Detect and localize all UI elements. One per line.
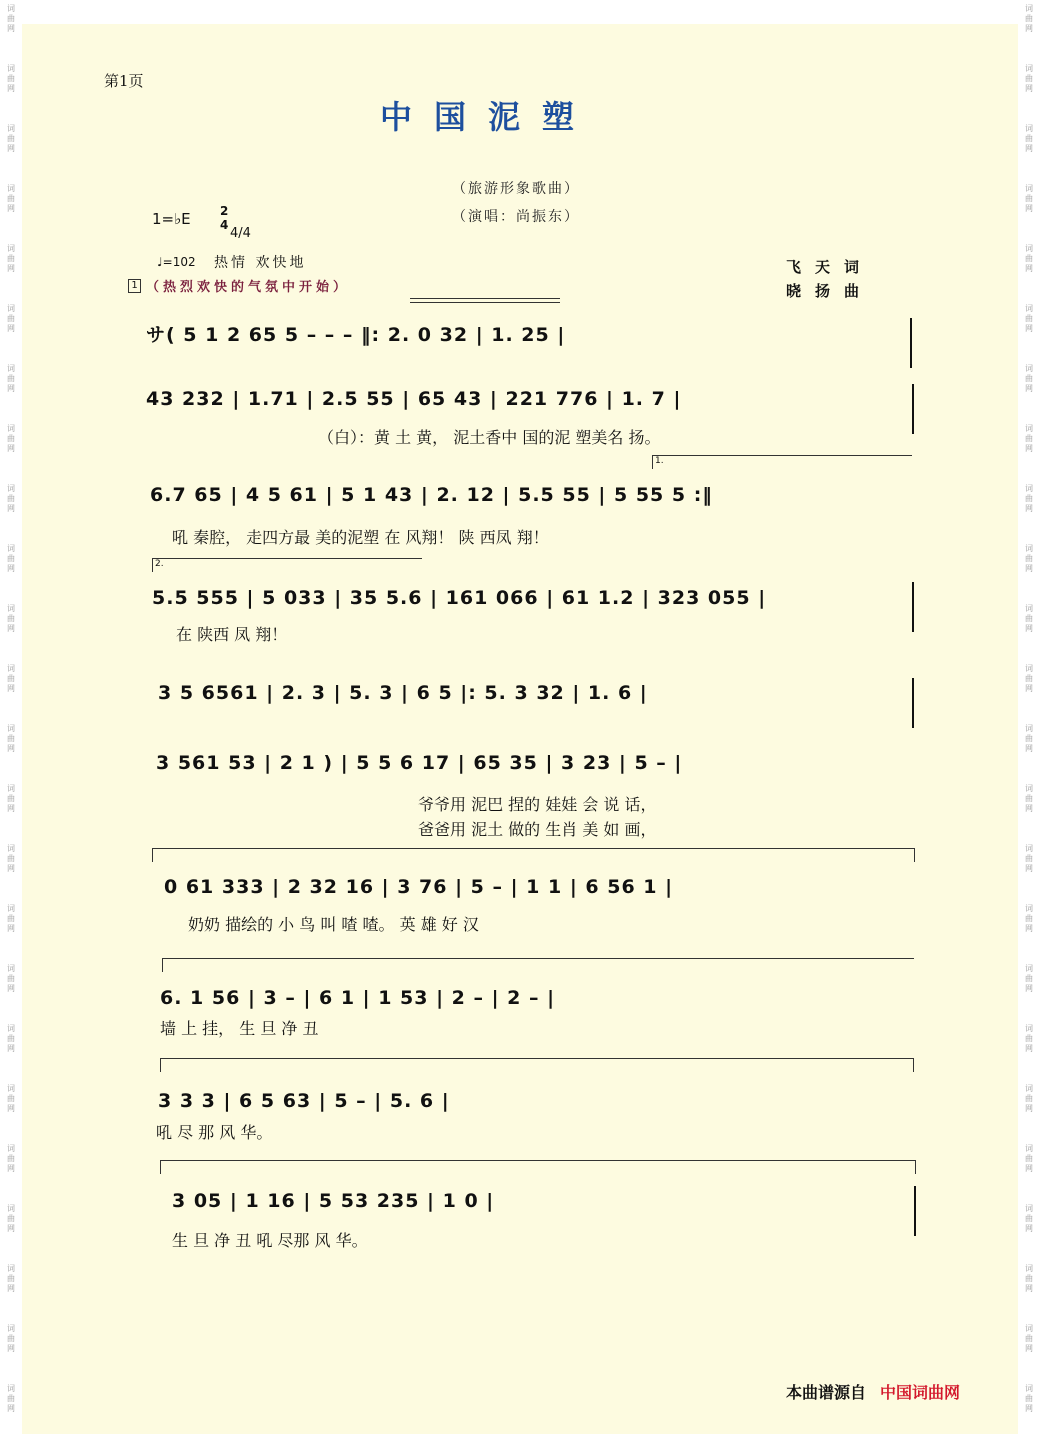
time-signature-top: 2 xyxy=(220,204,229,218)
side-watermark-text: 词 曲 网 xyxy=(1025,364,1033,393)
bar-line xyxy=(914,1186,916,1236)
staff-row-3-lyrics: 吼 秦腔， 走四方最 美的泥塑 在 风翔！ 陕 西凤 翔！ xyxy=(172,528,549,547)
side-watermark-text: 词 曲 网 xyxy=(1025,1384,1033,1413)
side-watermark-text: 词 曲 网 xyxy=(7,844,15,873)
side-watermark-text: 词 曲 网 xyxy=(1025,544,1033,573)
side-watermark-text: 词 曲 网 xyxy=(1025,424,1033,453)
side-watermark-text: 词 曲 网 xyxy=(7,1384,15,1413)
time-signature-alt: 4/4 xyxy=(230,226,251,241)
staff-row-3-notes: 6.7 65 | 4 5 61 | 5 1 43 | 2. 12 | 5.5 55 | 5 55 5 :‖ xyxy=(150,484,713,506)
side-watermark-text: 词 曲 网 xyxy=(1025,244,1033,273)
tempo-mark: ♩=102 xyxy=(157,255,196,269)
side-watermark-text: 词 曲 网 xyxy=(7,304,15,333)
staff-row-2-notes: 43 232 | 1.71 | 2.5 55 | 65 43 | 221 776 | 1. 7 | xyxy=(146,388,682,410)
side-watermark-text: 词 曲 网 xyxy=(1025,1144,1033,1173)
side-watermark-text: 词 曲 网 xyxy=(7,544,15,573)
source-footer xyxy=(786,1380,960,1403)
song-title: 中国泥塑 xyxy=(380,98,597,136)
volta-bracket-5 xyxy=(160,1058,914,1059)
side-watermark-text: 词 曲 网 xyxy=(7,64,15,93)
side-watermark-text: 词 曲 网 xyxy=(7,124,15,153)
volta-bracket-3-edge xyxy=(914,848,915,862)
side-watermark-text: 词 曲 网 xyxy=(7,664,15,693)
volta-bracket-2-edge xyxy=(152,558,153,572)
side-watermark-text: 词 曲 网 xyxy=(1025,784,1033,813)
lyricist-credit: 飞天词 xyxy=(786,258,874,276)
song-subtitle: （旅游形象歌曲） xyxy=(452,181,580,197)
staff-row-5-notes: 3 5 6561 | 2. 3 | 5. 3 | 6 5 |: 5. 3 32 | 1. 6 | xyxy=(158,682,648,704)
volta-bracket-5-edge xyxy=(160,1058,161,1072)
source-text: 本曲谱源自 xyxy=(786,1383,867,1402)
side-watermark-text: 词 曲 网 xyxy=(1025,724,1033,753)
staff-row-6-lyrics: 爷爷用 泥巴 捏的 娃娃 会 说 话， xyxy=(418,795,657,814)
volta-bracket-5-edge xyxy=(913,1058,914,1072)
time-signature-bottom: 4 xyxy=(220,218,229,232)
volta-bracket-6 xyxy=(160,1160,916,1161)
volta-bracket-3-edge xyxy=(152,848,153,862)
side-watermark-text: 词 曲 网 xyxy=(7,424,15,453)
side-watermark-text: 词 曲 网 xyxy=(7,1144,15,1173)
volta-bracket-4-edge xyxy=(162,958,163,972)
staff-row-7-lyrics: 奶奶 描绘的 小 鸟 叫 喳 喳。 英 雄 好 汉 xyxy=(188,915,479,934)
side-watermark-text: 词 曲 网 xyxy=(7,904,15,933)
side-watermark-text: 词 曲 网 xyxy=(1025,64,1033,93)
volta-bracket-6-edge xyxy=(915,1160,916,1174)
volta-bracket-1-edge xyxy=(652,455,653,469)
volta-bracket-6-edge xyxy=(160,1160,161,1174)
key-signature: 1=♭E xyxy=(152,210,191,228)
bar-line xyxy=(912,582,914,632)
volta-bracket-3 xyxy=(152,848,915,849)
side-watermark-text: 词 曲 网 xyxy=(1025,1264,1033,1293)
side-watermark-text: 词 曲 网 xyxy=(1025,4,1033,33)
side-watermark-text: 词 曲 网 xyxy=(1025,604,1033,633)
staff-row-8-notes: 6. 1 56 | 3 – | 6 1 | 1 53 | 2 – | 2 – | xyxy=(160,987,556,1009)
side-watermark-text: 词 曲 网 xyxy=(7,1264,15,1293)
side-watermark-text: 词 曲 网 xyxy=(7,1024,15,1053)
side-watermark-text: 词 曲 网 xyxy=(1025,304,1033,333)
performer-credit: （演唱：尚振东） xyxy=(452,209,580,225)
side-watermark-text: 词 曲 网 xyxy=(7,604,15,633)
side-watermark-text: 词 曲 网 xyxy=(1025,904,1033,933)
staff-row-2-lyrics: （白）：黄 土 黄， 泥土香中 国的泥 塑美名 扬。 xyxy=(318,428,661,447)
side-watermark-text: 词 曲 网 xyxy=(7,364,15,393)
intro-instruction: （热烈欢快的气氛中开始） xyxy=(146,280,351,295)
side-watermark-text: 词 曲 网 xyxy=(7,184,15,213)
staff-row-6-lyrics-verse2: 爸爸用 泥土 做的 生肖 美 如 画， xyxy=(418,820,657,839)
volta-label: 1. xyxy=(655,456,664,466)
side-watermark-text: 词 曲 网 xyxy=(1025,964,1033,993)
side-watermark-text: 词 曲 网 xyxy=(1025,184,1033,213)
volta-bracket-2 xyxy=(152,558,422,559)
side-watermark-text: 词 曲 网 xyxy=(7,484,15,513)
staff-row-1-notes: サ( 5 1 2 65 5 – – – ‖: 2. 0 32 | 1. 25 | xyxy=(146,324,566,346)
volta-label: 2. xyxy=(155,559,164,569)
side-watermark-text: 词 曲 网 xyxy=(7,1324,15,1353)
staff-row-10-lyrics: 生 旦 净 丑 吼 尽那 风 华。 xyxy=(172,1231,368,1250)
slur-line xyxy=(410,298,560,299)
site-brand-link[interactable]: 中国词曲网 xyxy=(880,1383,961,1402)
side-watermark-text: 词 曲 网 xyxy=(1025,1024,1033,1053)
staff-row-7-notes: 0 61 333 | 2 32 16 | 3 76 | 5 – | 1 1 | 6 56 1 | xyxy=(164,876,674,898)
side-watermark-text: 词 曲 网 xyxy=(7,244,15,273)
side-watermark-text: 词 曲 网 xyxy=(7,1084,15,1113)
side-watermark-text: 词 曲 网 xyxy=(7,4,15,33)
staff-row-9-lyrics: 吼 尽 那 风 华。 xyxy=(156,1123,273,1142)
side-watermark-text: 词 曲 网 xyxy=(1025,1324,1033,1353)
staff-row-9-notes: 3 3 3 | 6 5 63 | 5 – | 5. 6 | xyxy=(158,1090,450,1112)
staff-row-8-lyrics: 墙 上 挂， 生 旦 净 丑 xyxy=(160,1019,319,1038)
side-watermark-text: 词 曲 网 xyxy=(1025,484,1033,513)
staff-row-4-notes: 5.5 555 | 5 033 | 35 5.6 | 161 066 | 61 1.2 | 323 055 | xyxy=(152,587,767,609)
side-watermark-text: 词 曲 网 xyxy=(7,1204,15,1233)
side-watermark-text: 词 曲 网 xyxy=(1025,1204,1033,1233)
staff-row-6-notes: 3 561 53 | 2 1 ) | 5 5 6 17 | 65 35 | 3 23 | 5 – | xyxy=(156,752,683,774)
score-page xyxy=(22,24,1018,1434)
slur-line xyxy=(410,302,560,303)
volta-bracket-4 xyxy=(162,958,914,959)
side-watermark-text: 词 曲 网 xyxy=(7,784,15,813)
staff-row-10-notes: 3 05 | 1 16 | 5 53 235 | 1 0 | xyxy=(172,1190,495,1212)
side-watermark-text: 词 曲 网 xyxy=(7,724,15,753)
side-watermark-text: 词 曲 网 xyxy=(7,964,15,993)
bar-line xyxy=(910,318,912,368)
staff-row-4-lyrics: 在 陕西 凤 翔！ xyxy=(176,625,288,644)
side-watermark-text: 词 曲 网 xyxy=(1025,664,1033,693)
expression-mark: 热情 欢快地 xyxy=(214,255,307,271)
bar-line xyxy=(912,384,914,434)
side-watermark-text: 词 曲 网 xyxy=(1025,1084,1033,1113)
rehearsal-box: 1 xyxy=(128,279,141,293)
volta-bracket-1 xyxy=(652,455,912,456)
side-watermark-text: 词 曲 网 xyxy=(1025,124,1033,153)
side-watermark-text: 词 曲 网 xyxy=(1025,844,1033,873)
page-label: 第1页 xyxy=(104,72,144,90)
bar-line xyxy=(912,678,914,728)
composer-credit: 晓扬曲 xyxy=(786,282,874,300)
